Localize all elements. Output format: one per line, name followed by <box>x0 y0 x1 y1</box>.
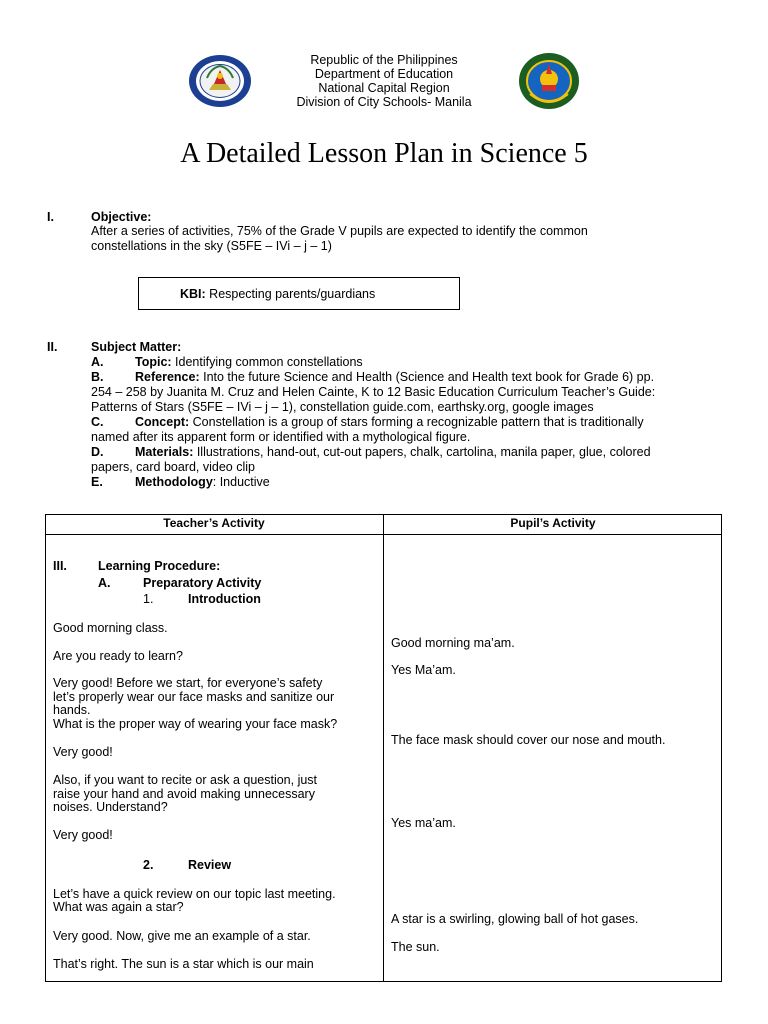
reference-text: 254 – 258 by Juanita M. Cruz and Helen Cainte, K to 12 Basic Education Curriculum Teacher’s Guide: <box>91 385 656 399</box>
pupil-line: Yes Ma’am. <box>391 663 456 677</box>
reference-item <box>135 370 654 385</box>
preparatory-activity-heading: Preparatory Activity <box>143 576 262 590</box>
reference-text: Patterns of Stars (S5FE – IVi – j – 1), constellation guide.com, earthsky.org, google images <box>91 400 594 414</box>
pupil-line: Yes ma’am. <box>391 816 456 830</box>
pupil-line: Good morning ma’am. <box>391 636 515 650</box>
topic-text: Identifying common constellations <box>171 355 363 369</box>
reference-label: Reference: <box>135 370 200 384</box>
objective-text: constellations in the sky (S5FE – IVi – j – 1) <box>91 239 332 253</box>
teacher-line: What is the proper way of wearing your face mask? <box>53 717 338 731</box>
topic-item <box>135 355 363 370</box>
procedure-heading: Learning Procedure: <box>98 559 221 573</box>
review-heading: Review <box>188 858 232 872</box>
header-divider <box>45 534 722 535</box>
item-letter: B. <box>91 370 104 384</box>
concept-item <box>135 415 644 430</box>
teacher-line: hands. <box>53 703 91 717</box>
section-number: II. <box>47 340 58 354</box>
teacher-line: That’s right. The sun is a star which is our main <box>53 957 314 971</box>
item-number: 1. <box>143 592 154 606</box>
concept-text: named after its apparent form or identified with a mythological figure. <box>91 430 471 444</box>
teacher-line: Very good! <box>53 828 113 842</box>
teacher-line: Also, if you want to recite or ask a question, just <box>53 773 318 787</box>
methodology-item <box>135 475 270 490</box>
teacher-line: raise your hand and avoid making unnecessary <box>53 787 315 801</box>
header-line: Republic of the Philippines <box>310 53 458 67</box>
item-letter: A. <box>91 355 104 369</box>
teacher-line: Are you ready to learn? <box>53 649 183 663</box>
objective-heading: Objective: <box>91 210 152 224</box>
teacher-line: let’s properly wear our face masks and sanitize our <box>53 690 335 704</box>
column-divider <box>383 514 384 982</box>
page-title: A Detailed Lesson Plan in Science 5 <box>180 138 588 169</box>
teacher-line: Very good! Before we start, for everyone’s safety <box>53 676 323 690</box>
header-line: Department of Education <box>314 67 454 81</box>
item-letter: C. <box>91 415 104 429</box>
kbi-label: KBI: <box>180 287 206 301</box>
item-letter: E. <box>91 475 103 489</box>
materials-item <box>135 445 651 460</box>
kbi-text: Respecting parents/guardians <box>205 287 376 301</box>
materials-text: papers, card board, video clip <box>91 460 255 474</box>
subject-heading: Subject Matter: <box>91 340 182 354</box>
objective-text: After a series of activities, 75% of the Grade V pupils are expected to identify the common <box>91 224 588 238</box>
teacher-line: Very good! <box>53 745 113 759</box>
header-line: National Capital Region <box>318 81 450 95</box>
reference-text: Into the future Science and Health (Science and Health text book for Grade 6) pp. <box>199 370 655 384</box>
item-number: 2. <box>143 858 154 872</box>
concept-text: Constellation is a group of stars forming a recognizable pattern that is traditionally <box>189 415 644 429</box>
teacher-line: Very good. Now, give me an example of a star. <box>53 929 311 943</box>
item-letter: A. <box>98 576 111 590</box>
section-number: I. <box>47 210 54 224</box>
introduction-heading: Introduction <box>188 592 261 606</box>
pupil-line: The sun. <box>391 940 440 954</box>
teacher-activity-header: Teacher’s Activity <box>163 516 265 530</box>
division-of-city-schools-manila-seal-icon <box>518 52 580 110</box>
agency-header <box>234 53 534 109</box>
concept-label: Concept: <box>135 415 190 429</box>
topic-label: Topic: <box>135 355 172 369</box>
kbi-value <box>180 287 375 302</box>
header-line: Division of City Schools- Manila <box>296 95 472 109</box>
teacher-line: noises. Understand? <box>53 800 168 814</box>
item-letter: D. <box>91 445 104 459</box>
teacher-line: Good morning class. <box>53 621 168 635</box>
teacher-line: Let’s have a quick review on our topic last meeting. <box>53 887 336 901</box>
pupil-line: The face mask should cover our nose and mouth. <box>391 733 666 747</box>
section-number: III. <box>53 559 67 573</box>
methodology-text: : Inductive <box>212 475 270 489</box>
pupil-line: A star is a swirling, glowing ball of hot gases. <box>391 912 639 926</box>
teacher-line: What was again a star? <box>53 900 184 914</box>
methodology-label: Methodology <box>135 475 213 489</box>
pupil-activity-header: Pupil’s Activity <box>510 516 596 530</box>
materials-label: Materials: <box>135 445 194 459</box>
materials-text: Illustrations, hand-out, cut-out papers, chalk, cartolina, manila paper, glue, colored <box>193 445 651 459</box>
